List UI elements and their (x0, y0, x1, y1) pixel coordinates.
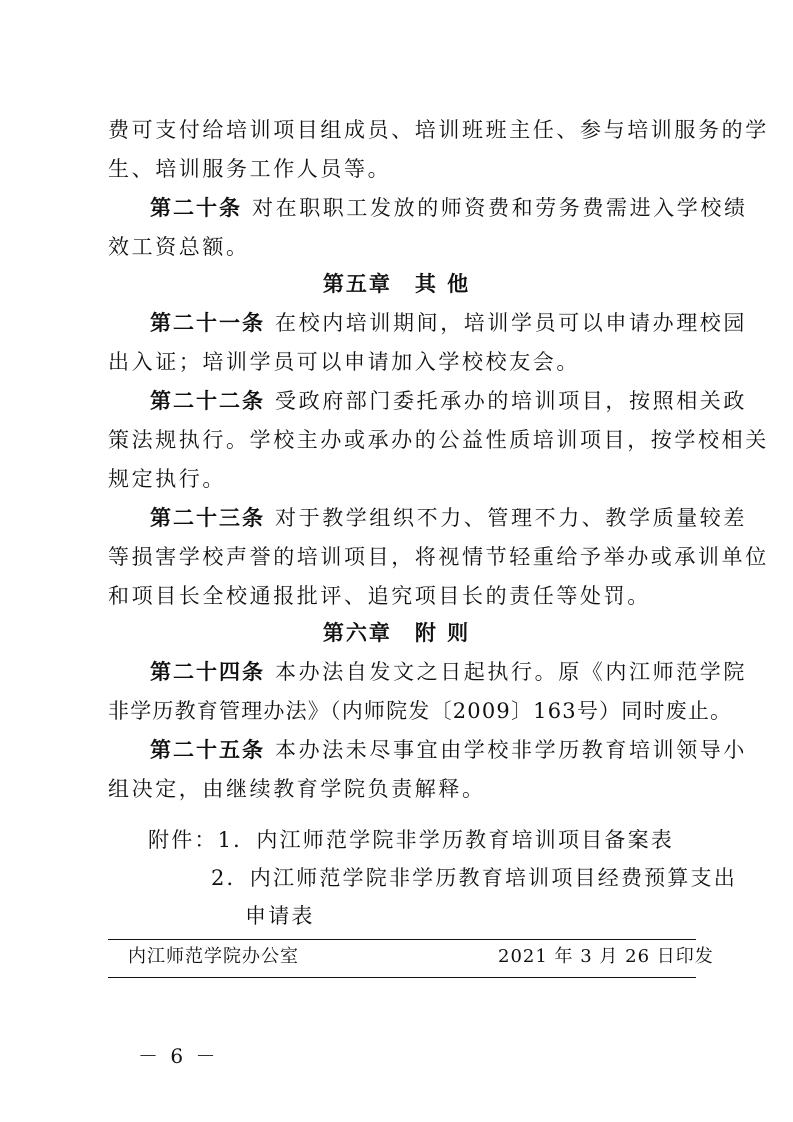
page-number: － 6 － (138, 1044, 219, 1068)
chapter-heading: 第五章 其 他 (322, 272, 471, 296)
attachment-item: 1．内江师范学院非学历教育培训项目备案表 (217, 828, 674, 852)
footer-top-rule (108, 939, 696, 940)
chapter-heading: 第六章 附 则 (322, 621, 471, 645)
article-20 (150, 196, 748, 220)
article-label: 第二十二条 (150, 389, 265, 413)
body-text-line: 规定执行。 (108, 467, 226, 491)
body-text-line: 策法规执行。学校主办或承办的公益性质培训项目，按学校相关 (108, 428, 769, 452)
article-label: 第二十五条 (150, 738, 265, 762)
article-text: 在校内培训期间，培训学员可以申请办理校园 (275, 311, 747, 335)
article-text: 本办法未尽事宜由学校非学历教育培训领导小 (275, 738, 747, 762)
attachments-prefix: 附件： (148, 828, 218, 852)
body-text-line: 非学历教育管理办法》（内师院发〔2009〕163号）同时废止。 (108, 699, 733, 723)
article-24 (150, 660, 747, 684)
article-21 (150, 311, 747, 335)
article-25 (150, 738, 747, 762)
article-22 (150, 389, 747, 413)
article-text: 受政府部门委托承办的培训项目，按照相关政 (275, 389, 747, 413)
footer-bottom-rule (108, 977, 696, 978)
article-label: 第二十四条 (150, 660, 265, 684)
issue-date: 2021 年 3 月 26 日印发 (498, 946, 714, 967)
attachment-item: 2．内江师范学院非学历教育培训项目经费预算支出 (211, 866, 737, 890)
body-text-line: 和项目长全校通报批评、追究项目长的责任等处罚。 (108, 584, 651, 608)
body-text-line: 等损害学校声誉的培训项目，将视情节轻重给予举办或承训单位 (108, 545, 769, 569)
article-text: 对于教学组织不力、管理不力、教学质量较差 (275, 506, 747, 530)
body-text-line: 效工资总额。 (108, 235, 250, 259)
article-label: 第二十三条 (150, 506, 265, 530)
attachments-list (148, 828, 674, 852)
article-text: 本办法自发文之日起执行。原《内江师范学院 (275, 660, 747, 684)
body-text-line: 费可支付给培训项目组成员、培训班班主任、参与培训服务的学 (108, 118, 769, 142)
issuing-office: 内江师范学院办公室 (128, 946, 299, 967)
body-text-line: 出入证；培训学员可以申请加入学校校友会。 (108, 350, 580, 374)
article-text: 对在职职工发放的师资费和劳务费需进入学校绩 (252, 196, 748, 220)
body-text-line: 生、培训服务工作人员等。 (108, 157, 392, 181)
attachment-item-continued: 申请表 (245, 904, 315, 928)
article-label: 第二十一条 (150, 311, 265, 335)
body-text-line: 组决定，由继续教育学院负责解释。 (108, 777, 486, 801)
article-label: 第二十条 (150, 196, 242, 220)
article-23 (150, 506, 747, 530)
